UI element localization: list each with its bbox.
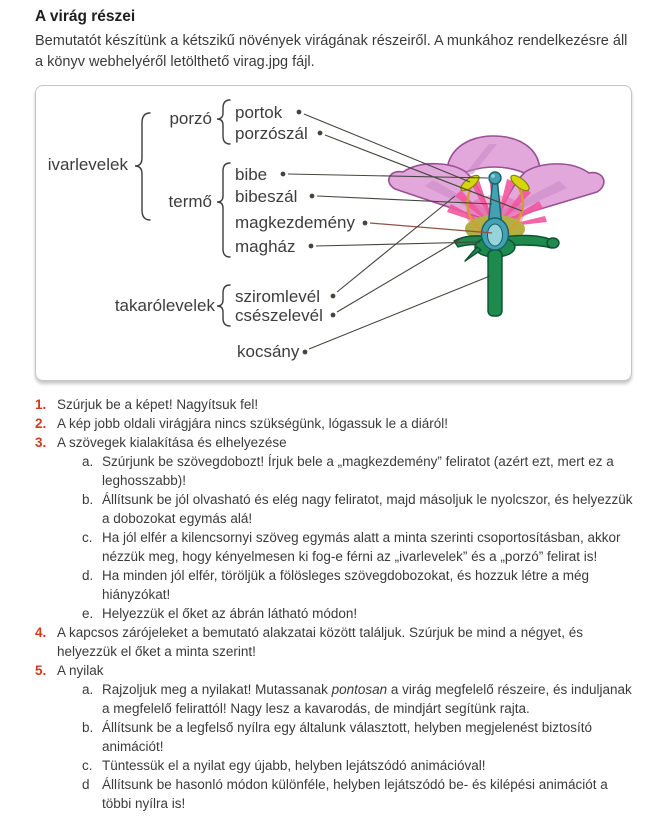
subtask-letter: e. (82, 606, 94, 621)
subtask-text: Állítsunk be jól olvasható és elég nagy feliratot, majd másoljuk le nyolcszor, és helyezzük a dobozokat egymás alá! (102, 492, 633, 526)
pointer-line-portok (304, 114, 470, 182)
pointer-dot-bibeszal (310, 194, 315, 199)
task-text: Szúrjuk be a képet! Nagyítsuk fel! (57, 397, 259, 412)
subtask-letter: b. (82, 720, 94, 735)
task-item-4 (35, 623, 635, 661)
subtask-text: Tüntessük el a nyilat egy újabb, helyben lejátszódó animációval! (102, 758, 486, 773)
pointer-line-cseszelevel (337, 238, 462, 312)
subtask-text: Állítsunk be hasonló módon különféle, helyben lejátszódó be- és kilépési animációt a többi nyílra is! (102, 777, 608, 811)
subtask-letter: c. (82, 758, 93, 773)
subtask-letter: a. (82, 454, 94, 469)
subtask-text-before: Rajzoljuk meg a nyilakat! Mutassanak (102, 682, 332, 697)
task-item-3 (35, 433, 635, 623)
flower-illustration (389, 136, 604, 316)
label-cseszelevel: csészelevél (235, 306, 323, 325)
brace-termo (217, 163, 230, 257)
label-ivarlevelek: ivarlevelek (47, 155, 128, 174)
task-number: 2. (35, 416, 47, 431)
ovule (488, 224, 503, 246)
label-takarolevelek: takarólevelek (114, 296, 215, 315)
subtask-text-after: a virág megfelelő részeire, és induljanak a megfelelő felirattól! Nagy lesz a kavarodás, de mindjárt segítünk rajta. (102, 682, 632, 716)
brace-ivarlevelek (135, 113, 150, 220)
brace-porzo (217, 100, 230, 144)
task-text: A kapcsos zárójeleket a bemutató alakzatai között találjuk. Szúrjuk be mind a négyet, és helyezzük el őket a minta szerint! (57, 625, 584, 659)
subtask-text: Szúrjunk be szövegdobozt! Írjuk bele a „magkezdemény” feliratot (azért ezt, mert ez a leghosszabb)! (102, 454, 614, 488)
pointer-dot-cseszelevel (331, 313, 336, 318)
label-porzoszal: porzószál (235, 124, 308, 143)
subtask-text: Állítsunk be a legfelső nyílra egy általunk választott, helyben megjelenést biztosító animációt! (102, 720, 593, 754)
subtask-letter: d. (82, 568, 94, 583)
flower-diagram (36, 86, 631, 380)
task-text: A szövegek kialakítása és elhelyezése (57, 435, 287, 450)
label-porzo: porzó (169, 109, 212, 128)
task-number: 1. (35, 397, 47, 412)
task-item-2 (35, 414, 635, 433)
label-maghaz: magház (235, 237, 296, 256)
task-list (35, 395, 635, 813)
flower-figure-panel (35, 85, 632, 381)
subtask-item-5a (82, 680, 635, 718)
subtask-text: Ha minden jól elfér, töröljük a fölösleges szövegdobozokat, és hozzuk létre a még hiányzókat! (102, 568, 590, 602)
stigma-knob (489, 172, 501, 184)
pointer-dot-kocsany (303, 350, 308, 355)
pointer-dot-porzoszal (318, 131, 323, 136)
subtask-item-3d (82, 566, 635, 604)
sepal-lower-left (465, 247, 481, 261)
pointer-dot-sziromlevel (331, 294, 336, 299)
pointer-dot-bibe (281, 172, 286, 177)
label-bibeszal: bibeszál (235, 187, 298, 206)
task-text: A nyilak (57, 663, 104, 678)
label-sziromlevel: sziromlevél (235, 287, 321, 306)
subtask-text: Helyezzük el őket az ábrán látható módon! (102, 606, 358, 621)
subtask-item-3a (82, 452, 635, 490)
subtask-item-5b (82, 718, 635, 756)
subtask-letter: d (82, 777, 90, 792)
subtask-item-5c (82, 756, 635, 775)
brace-takarolevelek (217, 285, 230, 326)
subtask-text: Ha jól elfér a kilencsornyi szöveg egymás alatt a minta szerinti csoportosításban, akkor nézzük meg, hogy kényelmesen ki fog-e férni az „ivarlevelek” és a „porzó” felirat is! (102, 530, 621, 564)
task-item-5 (35, 661, 635, 813)
subtask-letter: c. (82, 530, 93, 545)
sepal-right-tip (547, 238, 559, 248)
stigma-highlight (491, 174, 495, 178)
subtask-item-3c (82, 528, 635, 566)
label-kocsany: kocsány (237, 342, 300, 361)
task-number: 5. (35, 663, 47, 678)
task-number: 3. (35, 435, 47, 450)
subtask-item-5d (82, 775, 635, 813)
pointer-dot-maghaz (309, 244, 314, 249)
pointer-dot-portok (297, 110, 302, 115)
task-item-1 (35, 395, 635, 414)
subtask-item-3b (82, 490, 635, 528)
label-bibe: bibe (235, 165, 268, 184)
task-number: 4. (35, 625, 47, 640)
subtask-item-3e (82, 604, 635, 623)
label-termo: termő (168, 192, 212, 211)
pointer-dot-magkezdemeny (363, 221, 368, 226)
subtask-letter: b. (82, 492, 94, 507)
subtask-text (102, 680, 635, 718)
page-title: A virág részei (35, 8, 136, 25)
label-portok: portok (235, 103, 283, 122)
label-magkezdemeny: magkezdemény (235, 213, 356, 232)
task-text: A kép jobb oldali virágjára nincs szükségünk, lógassuk le a diáról! (57, 416, 448, 431)
intro-paragraph: Bemutatót készítünk a kétszikű növények virágának részeiről. A munkához rendelkezésre áll a könyv webhelyéről letölthető virag.jpg fájl. (35, 33, 628, 70)
subtask-text-italic: pontosan (331, 682, 388, 697)
pointer-line-kocsany (309, 276, 490, 349)
stem (488, 250, 502, 316)
subtask-letter: a. (82, 682, 94, 697)
